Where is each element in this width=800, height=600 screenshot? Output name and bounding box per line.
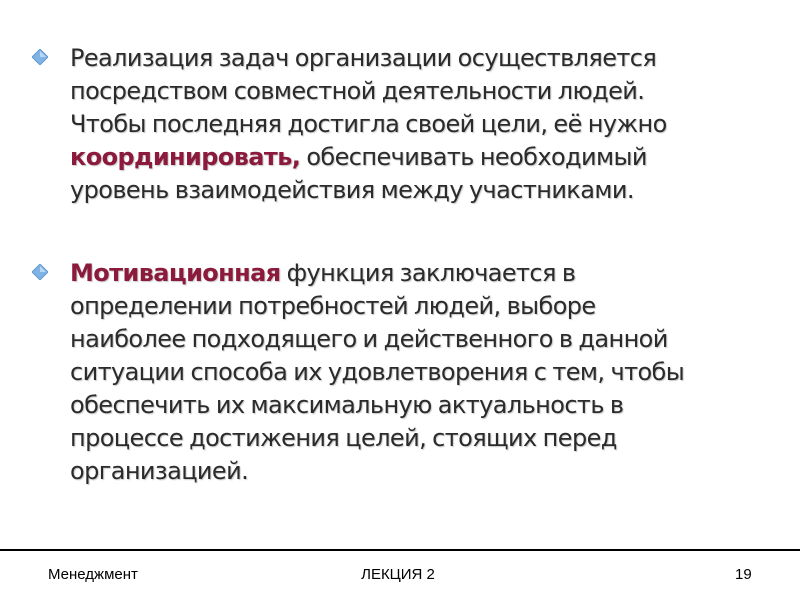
paragraph-line: ситуации способа их удовлетворения с тем, чтобы xyxy=(70,358,685,386)
paragraph-line xyxy=(70,257,770,290)
diamond-icon xyxy=(32,49,48,65)
paragraph-line: обеспечить их максимальную актуальность в xyxy=(70,391,624,419)
paragraph-line: посредством совместной деятельности людей. xyxy=(70,77,645,105)
paragraph-line: Реализация задач организации осуществляется xyxy=(70,44,657,72)
paragraph-line: определении потребностей людей, выборе xyxy=(70,292,596,320)
paragraph-coordination xyxy=(70,42,770,207)
page-number: 19 xyxy=(735,566,752,583)
paragraph-line: Чтобы последняя достигла своей цели, её нужно xyxy=(70,110,667,138)
paragraph-line: наиболее подходящего и действенного в данной xyxy=(70,325,668,353)
highlight-term: координировать, xyxy=(70,143,301,171)
paragraph-motivation xyxy=(70,257,770,488)
paragraph-text: обеспечивать необходимый xyxy=(300,143,647,171)
footer-course-title: Менеджмент xyxy=(48,566,138,583)
paragraph-line: уровень взаимодействия между участниками. xyxy=(70,176,634,204)
paragraph-text: функция заключается в xyxy=(280,259,576,287)
footer-lecture-label: ЛЕКЦИЯ 2 xyxy=(361,566,435,583)
paragraph-line: процессе достижения целей, стоящих перед xyxy=(70,424,617,452)
paragraph-line: организацией. xyxy=(70,457,249,485)
footer-divider xyxy=(0,549,800,551)
paragraph-line xyxy=(70,141,770,174)
diamond-icon xyxy=(32,264,48,280)
highlight-term: Мотивационная xyxy=(70,259,281,287)
